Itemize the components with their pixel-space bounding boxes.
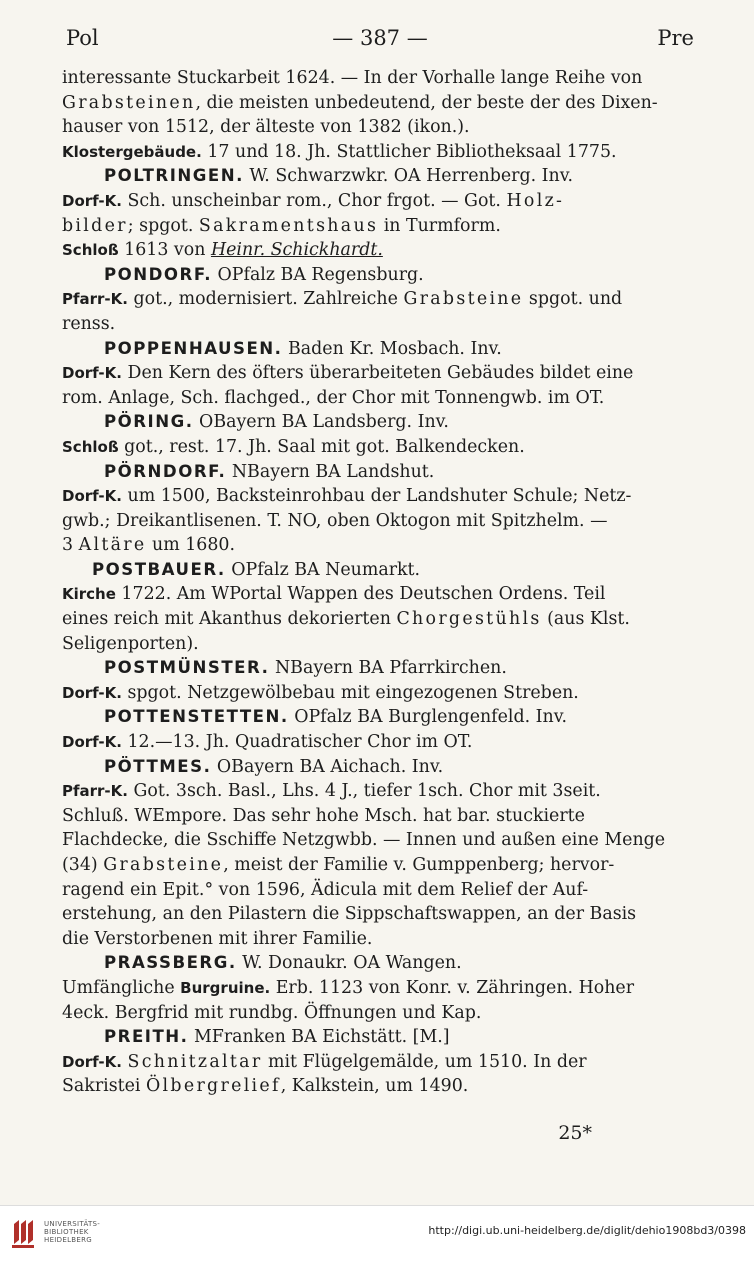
text-line: 3 Altäre um 1680. (62, 535, 236, 556)
text-line: Klostergebäude. 17 und 18. Jh. Stattlicher Bibliotheksaal 1775. (62, 141, 617, 162)
source-url-link[interactable]: http://digi.ub.uni-heidelberg.de/diglit/dehio1908bd3/0398 (428, 1224, 746, 1237)
entry-heading-preith: PREITH. MFranken BA Eichstätt. [M.] (104, 1027, 450, 1048)
header-left: Pol (66, 26, 99, 50)
page-body (62, 66, 694, 1099)
running-header (66, 26, 694, 56)
text-line: bilder; spgot. Sakramentshaus in Turmform. (62, 215, 501, 236)
text-line: erstehung, an den Pilastern die Sippschaftswappen, an der Basis (62, 904, 637, 925)
text-line: ragend ein Epit.° von 1596, Ädicula mit dem Relief der Auf- (62, 879, 589, 900)
text-line: Dorf-K. Schnitzaltar mit Flügelgemälde, um 1510. In der (62, 1051, 587, 1072)
text-line: gwb.; Dreikantlisenen. T. NO, oben Oktogon mit Spitzhelm. — (62, 510, 608, 531)
entry-heading-poltringen: POLTRINGEN. W. Schwarzwkr. OA Herrenberg. Inv. (104, 166, 573, 187)
signature-mark: 25* (558, 1122, 592, 1144)
entry-heading-poerndorf: PÖRNDORF. NBayern BA Landshut. (104, 461, 435, 482)
entry-heading-pondorf: PONDORF. OPfalz BA Regensburg. (104, 264, 424, 285)
text-line: Flachdecke, die Sschiffe Netzgwbb. — Innen und außen eine Menge (62, 830, 666, 851)
entry-heading-postmuenster: POSTMÜNSTER. NBayern BA Pfarrkirchen. (104, 658, 507, 679)
text-line: Schluß. WEmpore. Das sehr hohe Msch. hat bar. stuckierte (62, 805, 585, 826)
text-line: Pfarr-K. got., modernisiert. Zahlreiche Grabsteine spgot. und (62, 289, 623, 310)
entry-heading-poppenhausen: POPPENHAUSEN. Baden Kr. Mosbach. Inv. (104, 338, 502, 359)
text-line: Kirche 1722. Am WPortal Wappen des Deutschen Ordens. Teil (62, 584, 606, 605)
library-logo-icon (10, 1214, 36, 1250)
entry-heading-pottenstetten: POTTENSTETTEN. OPfalz BA Burglengenfeld. Inv. (104, 707, 568, 728)
text-line: Dorf-K. Sch. unscheinbar rom., Chor frgot. — Got. Holz- (62, 190, 565, 211)
entry-heading-poettmes: PÖTTMES. OBayern BA Aichach. Inv. (104, 756, 444, 777)
text-line: interessante Stuckarbeit 1624. — In der Vorhalle lange Reihe von (62, 68, 643, 88)
library-name: UNIVERSITÄTS- BIBLIOTHEK HEIDELBERG (44, 1220, 101, 1244)
text-line: Umfängliche Burgruine. Erb. 1123 von Konr. v. Zähringen. Hoher (62, 977, 635, 998)
text-line: 4eck. Bergfrid mit rundbg. Öffnungen und Kap. (62, 1002, 482, 1023)
text-line: Dorf-K. Den Kern des öfters überarbeiteten Gebäudes bildet eine (62, 363, 634, 384)
footer-bar (0, 1205, 754, 1261)
text-line: renss. (62, 313, 116, 334)
text-line: Dorf-K. spgot. Netzgewölbebau mit eingezogenen Streben. (62, 682, 579, 703)
text-line: Dorf-K. um 1500, Backsteinrohbau der Landshuter Schule; Netz- (62, 486, 632, 507)
text-line: Schloß 1613 von Heinr. Schickhardt. (62, 240, 383, 261)
text-line: hauser von 1512, der älteste von 1382 (ikon.). (62, 117, 470, 138)
text-line: eines reich mit Akanthus dekorierten Chorgestühls (aus Klst. (62, 609, 630, 630)
header-right: Pre (657, 26, 694, 50)
text-line: Sakristei Ölbergrelief, Kalkstein, um 1490. (62, 1076, 469, 1097)
text-line: Seligenporten). (62, 633, 199, 654)
text-line: rom. Anlage, Sch. flachged., der Chor mit Tonnengwb. im OT. (62, 387, 605, 408)
text-line: Grabsteinen, die meisten unbedeutend, der beste der des Dixen- (62, 92, 658, 113)
entry-heading-postbauer: POSTBAUER. OPfalz BA Neumarkt. (92, 559, 421, 580)
entry-heading-poering: PÖRING. OBayern BA Landsberg. Inv. (104, 412, 449, 433)
page-number: — 387 — (332, 26, 428, 50)
text-line: Dorf-K. 12.—13. Jh. Quadratischer Chor im OT. (62, 732, 473, 753)
text-line: die Verstorbenen mit ihrer Familie. (62, 928, 373, 949)
text-line: Schloß got., rest. 17. Jh. Saal mit got. Balkendecken. (62, 436, 525, 457)
text-line: Pfarr-K. Got. 3sch. Basl., Lhs. 4 J., tiefer 1sch. Chor mit 3seit. (62, 781, 601, 802)
text-line: (34) Grabsteine, meist der Familie v. Gumppenberg; hervor- (62, 855, 615, 875)
entry-heading-prassberg: PRASSBERG. W. Donaukr. OA Wangen. (104, 953, 462, 974)
